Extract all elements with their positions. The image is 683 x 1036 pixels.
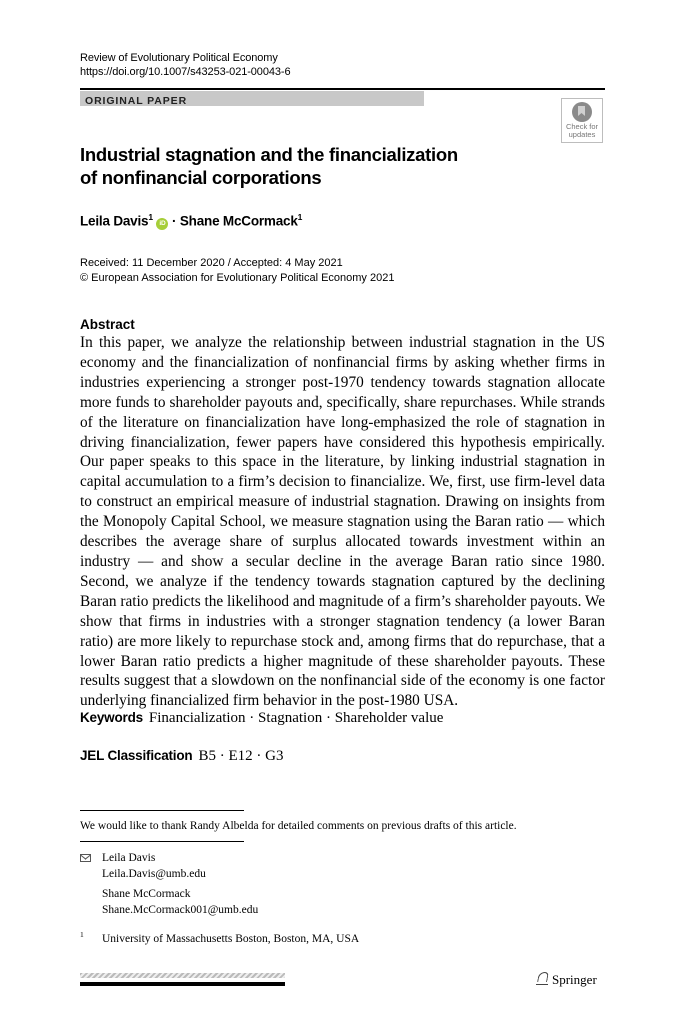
- affiliation-footnote: [80, 930, 480, 949]
- contact-email[interactable]: Leila.Davis@umb.edu: [102, 867, 206, 880]
- footnote-rule: [80, 841, 244, 842]
- article-title: [80, 143, 458, 189]
- contact-name: Leila Davis: [102, 852, 156, 864]
- footnote-rule: [80, 810, 244, 811]
- journal-name: Review of Evolutionary Political Economy: [80, 52, 278, 64]
- affiliation-mark: 1: [297, 212, 303, 222]
- keywords-value: Financialization · Stagnation · Shareholder value: [148, 710, 444, 726]
- affiliation-mark: 1: [148, 212, 153, 222]
- footer-rule: [80, 982, 285, 986]
- copyright-notice: © European Association for Evolutionary Political Economy 2021: [80, 272, 395, 284]
- affiliation-mark: 1: [80, 930, 84, 939]
- abstract-heading: Abstract: [80, 317, 135, 332]
- keywords-label: Keywords: [80, 710, 143, 725]
- publication-info: [80, 256, 394, 286]
- check-badge-line2: updates: [568, 130, 596, 139]
- acknowledgement-footnote: We would like to thank Randy Albelda for detailed comments on previous drafts of this article.: [80, 820, 517, 832]
- publisher-name: Springer: [552, 972, 597, 987]
- jel-label: JEL Classification: [80, 748, 193, 763]
- jel-line: [80, 748, 283, 765]
- orcid-icon[interactable]: iD: [156, 218, 168, 230]
- contact-email[interactable]: Shane.McCormack001@umb.edu: [102, 903, 259, 916]
- abstract-text: In this paper, we analyze the relationship between industrial stagnation in the US economy and the financialization of nonfinancial firms by asking whether firms in industries experiencing a stronger post-1970 tendency towards stagnation allocate more funds to shareholder payouts and, specifically, share repurchases. While strands of the literature on financialization have long-emphasized the role of stagnation in driving financialization, fewer papers have considered this hypothesis empirically. Our paper speaks to this space in the literature, by linking industrial stagnation in capital accumulation to a firm’s decision to financialize. We, first, use firm-level data to construct an empirical measure of industrial stagnation. Drawing on insights from the Monopoly Capital School, we measure stagnation using the Baran ratio — which describes the average share of surplus allocated towards investment within an industry — and show a secular decline in the average Baran ratio since 1980. Second, we analyze if the tendency towards stagnation captured by the declining Baran ratio predicts the likelihood and magnitude of a firm’s shareholder payouts. We show that firms in industries with a stronger stagnation tendency (a lower Baran ratio) are more likely to repurchase stock and, among firms that do repurchase, that a lower Baran ratio predicts a higher magnitude of these shareholder payouts. These results suggest that a slowdown on the nonfinancial side of the economy is one factor underlying financialized firm behavior in the post-1980 USA.: [80, 334, 605, 710]
- check-for-updates-icon: [572, 102, 592, 122]
- received-accepted-dates: Received: 11 December 2020 / Accepted: 4 May 2021: [80, 257, 343, 269]
- author-name[interactable]: Shane McCormack: [179, 213, 298, 229]
- keywords-line: [80, 710, 443, 727]
- author-name[interactable]: Leila Davis: [80, 213, 149, 229]
- article-type: ORIGINAL PAPER: [85, 95, 188, 107]
- publisher-logo: [536, 972, 597, 988]
- jel-value: B5 · E12 · G3: [198, 748, 284, 764]
- corresponding-contacts: [80, 851, 480, 921]
- title-line-2: of nonfinancial corporations: [80, 167, 322, 188]
- affiliation-text: University of Massachusetts Boston, Boston, MA, USA: [102, 933, 360, 945]
- title-line-1: Industrial stagnation and the financialization: [80, 144, 458, 165]
- check-for-updates-badge[interactable]: [561, 98, 603, 143]
- article-type-bar: [80, 91, 424, 106]
- journal-header: [80, 51, 290, 79]
- footer-decoration: [80, 973, 285, 978]
- author-separator: ·: [172, 213, 177, 229]
- doi-link[interactable]: https://doi.org/10.1007/s43253-021-00043-6: [80, 66, 291, 78]
- check-badge-line1: Check for: [565, 122, 599, 131]
- header-rule: [80, 88, 605, 90]
- springer-horse-icon: [536, 972, 548, 985]
- contact-name: Shane McCormack: [102, 888, 191, 900]
- author-list: [80, 212, 302, 230]
